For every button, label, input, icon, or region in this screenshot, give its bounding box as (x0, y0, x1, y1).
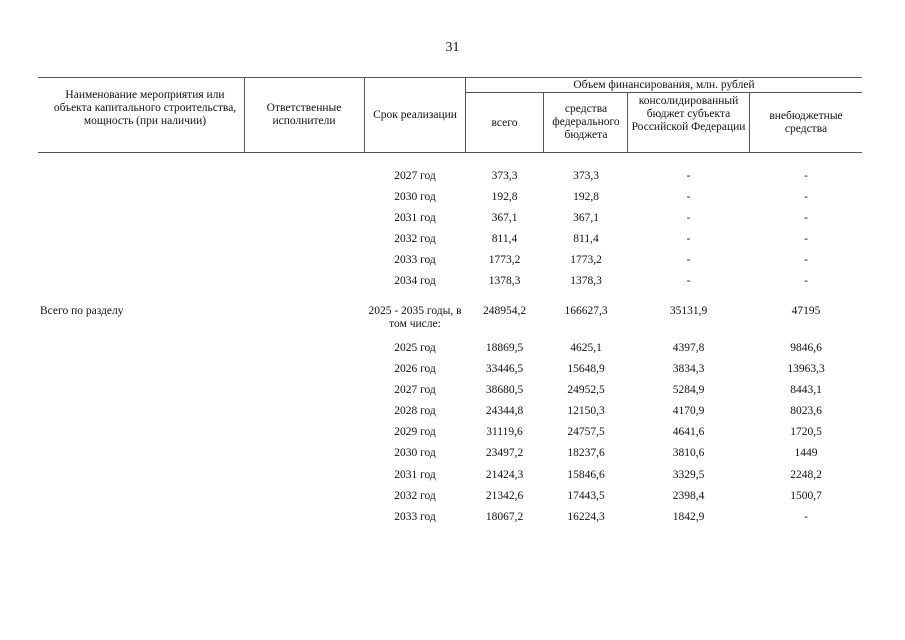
row-term: 2031 год (394, 212, 436, 224)
summary-extra: 47195 (791, 305, 821, 317)
row-federal: 373,3 (573, 170, 599, 182)
row-federal: 16224,3 (567, 511, 605, 523)
row-term: 2027 год (394, 170, 436, 182)
row-regional: 4397,8 (672, 342, 705, 354)
row-total: 373,3 (491, 170, 518, 182)
row-regional: - (686, 275, 691, 287)
row-federal: 4625,1 (570, 342, 602, 354)
row-extra: 1720,5 (790, 426, 822, 438)
header-divider (244, 77, 245, 152)
row-regional: - (686, 191, 691, 203)
row-total: 21424,3 (485, 469, 524, 481)
row-federal: 24952,5 (567, 384, 605, 396)
row-total: 1773,2 (488, 254, 521, 266)
row-regional: 5284,9 (672, 384, 705, 396)
row-federal: 811,4 (573, 233, 599, 245)
row-total: 18067,2 (485, 511, 524, 523)
row-total: 1378,3 (488, 275, 521, 287)
row-extra: - (804, 170, 808, 182)
summary-name: Всего по разделу (40, 305, 124, 317)
row-regional: 4170,9 (672, 405, 705, 417)
header-responsible: Ответственные исполнители (266, 102, 342, 127)
row-term: 2033 год (394, 254, 436, 266)
row-total: 38680,5 (485, 384, 524, 396)
row-federal: 24757,5 (567, 426, 605, 438)
row-regional: 4641,6 (672, 426, 705, 438)
row-regional: - (686, 212, 691, 224)
row-federal: 15648,9 (567, 363, 605, 375)
header-divider (543, 92, 544, 152)
row-regional: - (686, 254, 691, 266)
row-term: 2029 год (394, 426, 436, 438)
row-extra: 2248,2 (790, 469, 822, 481)
summary-total: 248954,2 (482, 305, 527, 317)
row-term: 2034 год (394, 275, 436, 287)
row-federal: 192,8 (573, 191, 599, 203)
header-top-rule (38, 77, 862, 78)
row-total: 21342,6 (485, 490, 524, 502)
header-funding-group: Объем финансирования, млн. рублей (573, 79, 755, 91)
row-federal: 17443,5 (567, 490, 605, 502)
row-regional: 1842,9 (672, 511, 705, 523)
row-extra: - (804, 191, 808, 203)
header-divider (749, 92, 750, 152)
row-total: 367,1 (491, 212, 518, 224)
row-regional: 2398,4 (672, 490, 705, 502)
header-term: Срок реализации (373, 109, 457, 121)
row-extra: - (804, 275, 808, 287)
summary-federal: 166627,3 (564, 305, 608, 317)
funding-subheader-rule (465, 92, 862, 93)
row-regional: 3834,3 (672, 363, 705, 375)
row-term: 2026 год (394, 363, 436, 375)
row-extra: 1449 (794, 447, 818, 459)
page-number: 31 (445, 40, 460, 55)
row-term: 2033 год (394, 511, 436, 523)
row-federal: 1378,3 (570, 275, 602, 287)
row-term: 2031 год (394, 469, 436, 481)
row-extra: 9846,6 (790, 342, 822, 354)
row-regional: 3810,6 (672, 447, 705, 459)
header-name: Наименование мероприятия или объекта капитального строительства, мощность (при наличии) (53, 89, 237, 127)
summary-regional: 35131,9 (669, 305, 708, 317)
row-total: 31119,6 (486, 426, 523, 438)
row-term: 2025 год (394, 342, 436, 354)
row-extra: - (804, 254, 808, 266)
row-term: 2028 год (394, 405, 436, 417)
row-regional: - (686, 170, 691, 182)
header-regional: консолидированный бюджет субъекта Российской Федерации (631, 95, 746, 133)
row-federal: 12150,3 (567, 405, 605, 417)
row-total: 24344,8 (485, 405, 524, 417)
row-extra: 1500,7 (790, 490, 822, 502)
row-total: 33446,5 (485, 363, 524, 375)
row-total: 18869,5 (485, 342, 524, 354)
row-federal: 1773,2 (570, 254, 602, 266)
row-extra: 8023,6 (790, 405, 822, 417)
row-term: 2027 год (394, 384, 436, 396)
row-term: 2030 год (394, 191, 436, 203)
row-federal: 15846,6 (567, 469, 605, 481)
header-bottom-rule (38, 152, 862, 153)
row-extra: 8443,1 (790, 384, 822, 396)
header-federal: средства федерального бюджета (552, 103, 620, 141)
header-extrabudget: внебюджетные средства (769, 110, 843, 135)
row-extra: - (804, 511, 808, 523)
row-total: 811,4 (491, 233, 518, 245)
row-federal: 367,1 (573, 212, 599, 224)
header-total: всего (491, 117, 518, 129)
summary-term: 2025 - 2035 годы, в том числе: (368, 305, 462, 330)
row-total: 192,8 (491, 191, 518, 203)
row-extra: 13963,3 (787, 363, 825, 375)
row-regional: - (686, 233, 691, 245)
row-term: 2032 год (394, 490, 436, 502)
row-extra: - (804, 212, 808, 224)
header-divider (364, 77, 365, 152)
row-regional: 3329,5 (672, 469, 705, 481)
row-extra: - (804, 233, 808, 245)
row-total: 23497,2 (485, 447, 524, 459)
row-term: 2030 год (394, 447, 436, 459)
row-term: 2032 год (394, 233, 436, 245)
row-federal: 18237,6 (567, 447, 605, 459)
